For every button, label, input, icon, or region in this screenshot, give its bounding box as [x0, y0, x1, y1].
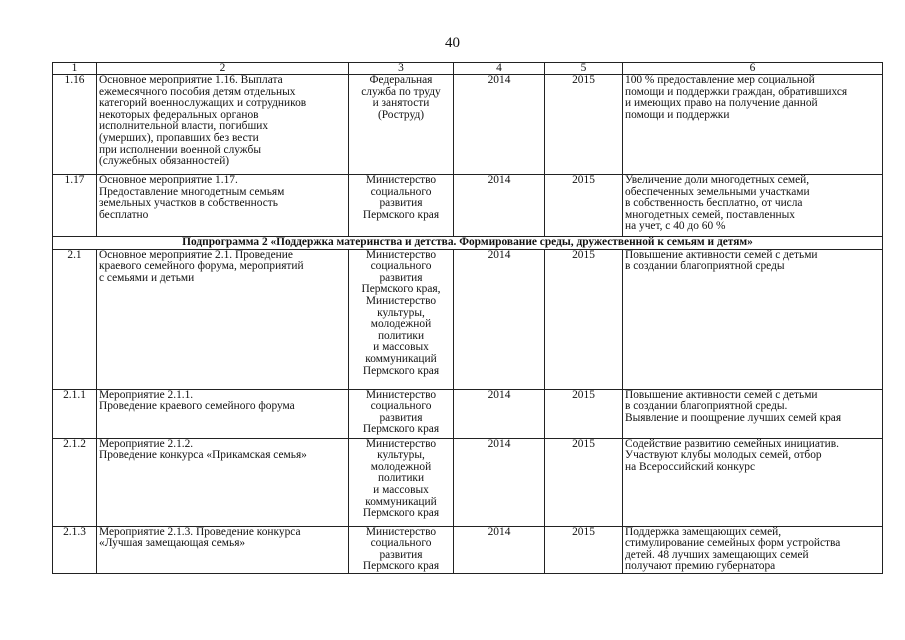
result-line: помощи и поддержки [625, 108, 730, 121]
executor-cell [349, 389, 454, 438]
event-line: Мероприятие 2.1.1. [99, 389, 194, 401]
header-cell-5: 5 [545, 63, 623, 75]
result-line: Увеличение доли многодетных семей, [625, 174, 810, 186]
executor-line: коммуникаций [365, 352, 437, 365]
event-line: с семьями и детьми [99, 271, 195, 284]
executor-line: культуры, [377, 306, 425, 319]
executor-line: Министерство [365, 249, 437, 261]
table-body [53, 63, 883, 574]
table-row [53, 438, 883, 526]
result-line: многодетных семей, поставленных [625, 208, 795, 221]
row-number: 1.16 [53, 75, 97, 175]
result-cell [623, 75, 883, 175]
event-line: земельных участков в собственность [99, 197, 278, 210]
event-line: некоторых федеральных органов [99, 108, 259, 121]
result-line: 100 % предоставление мер социальной [625, 74, 815, 86]
event-cell [97, 249, 349, 389]
event-line: Основное мероприятие 2.1. Проведение [99, 249, 293, 261]
executor-line: социального [370, 537, 432, 550]
table-row [53, 249, 883, 389]
event-line: Предоставление многодетным семьям [99, 185, 285, 198]
result-line: на учет, с 40 до 60 % [625, 220, 726, 233]
result-line: на Всероссийский конкурс [625, 460, 756, 473]
executor-line: молодежной [370, 460, 432, 473]
header-cell-4: 4 [454, 63, 545, 75]
event-line: при исполнении военной службы [99, 143, 261, 156]
end-year: 2015 [545, 75, 623, 175]
executor-line: Пермского края [362, 208, 440, 221]
executor-line: развития [379, 271, 423, 284]
executor-cell [349, 75, 454, 175]
row-number: 2.1 [53, 249, 97, 389]
end-year: 2015 [545, 438, 623, 526]
start-year: 2014 [454, 526, 545, 573]
event-line: Основное мероприятие 1.16. Выплата [99, 74, 283, 86]
result-line: Содействие развитию семейных инициатив. [625, 438, 839, 450]
row-number: 2.1.1 [53, 389, 97, 438]
header-cell-1: 1 [53, 63, 97, 75]
table-row [53, 389, 883, 438]
event-cell [97, 438, 349, 526]
event-line: Проведение конкурса «Прикамская семья» [99, 449, 307, 462]
table-row [53, 75, 883, 175]
result-cell [623, 526, 883, 573]
executor-line: и массовых [373, 341, 429, 354]
event-line: ежемесячного пособия детям отдельных [99, 85, 296, 98]
executor-line: Пермского края [362, 507, 440, 520]
executor-line: культуры, [377, 449, 425, 462]
row-number: 1.17 [53, 175, 97, 237]
executor-line: коммуникаций [365, 495, 437, 508]
event-line: исполнительной власти, погибших [99, 120, 269, 133]
executor-cell [349, 438, 454, 526]
executor-line: социального [370, 185, 432, 198]
executor-line: политики [377, 472, 425, 485]
executor-cell [349, 526, 454, 573]
event-cell [97, 175, 349, 237]
result-line: детей. 48 лучших замещающих семей [625, 548, 809, 561]
executor-line: Министерство [365, 174, 437, 186]
executor-line: Пермского края, [361, 283, 441, 296]
event-line: бесплатно [99, 208, 149, 221]
result-line: и имеющих право на получение данной [625, 97, 818, 110]
result-line: в собственность бесплатно, от числа [625, 197, 803, 210]
row-number: 2.1.2 [53, 438, 97, 526]
row-number: 2.1.3 [53, 526, 97, 573]
event-line: Основное мероприятие 1.17. [99, 174, 238, 186]
result-cell [623, 389, 883, 438]
start-year: 2014 [454, 389, 545, 438]
event-line: Мероприятие 2.1.2. [99, 438, 194, 450]
event-cell [97, 389, 349, 438]
table-row [53, 526, 883, 573]
event-line: (умерших), пропавших без вести [99, 131, 259, 144]
event-line: категорий военнослужащих и сотрудников [99, 97, 307, 110]
executor-line: и массовых [373, 483, 429, 496]
event-line: краевого семейного форума, мероприятий [99, 260, 304, 273]
executor-cell [349, 249, 454, 389]
result-line: помощи и поддержки граждан, обратившихся [625, 85, 848, 98]
header-cell-6: 6 [623, 63, 883, 75]
result-line: стимулирование семейных форм устройства [625, 537, 841, 550]
executor-line: развития [379, 197, 423, 210]
result-line: Участвуют клубы молодых семей, отбор [625, 449, 822, 462]
result-line: Повышение активности семей с детьми [625, 249, 818, 261]
header-row [53, 63, 883, 75]
executor-line: Пермского края [362, 364, 440, 377]
program-table [52, 62, 883, 574]
executor-line: социального [370, 260, 432, 273]
executor-line: Пермского края [362, 423, 440, 436]
header-cell-3: 3 [349, 63, 454, 75]
result-line: Выявление и поощрение лучших семей края [625, 411, 842, 424]
event-line: Мероприятие 2.1.3. Проведение конкурса [99, 526, 301, 538]
start-year: 2014 [454, 249, 545, 389]
result-line: Повышение активности семей с детьми [625, 389, 818, 401]
header-cell-2: 2 [97, 63, 349, 75]
result-line: получают премию губернатора [625, 560, 776, 573]
start-year: 2014 [454, 175, 545, 237]
result-line: в создании благоприятной среды. [625, 400, 788, 413]
executor-line: социального [370, 400, 432, 413]
result-cell [623, 175, 883, 237]
event-cell [97, 526, 349, 573]
end-year: 2015 [545, 249, 623, 389]
event-line: (служебных обязанностей) [99, 155, 230, 168]
event-cell [97, 75, 349, 175]
executor-line: развития [379, 411, 423, 424]
event-line: «Лучшая замещающая семья» [99, 537, 246, 550]
executor-line: служба по труду [361, 85, 441, 98]
executor-line: Министерство [365, 526, 437, 538]
table-row [53, 175, 883, 237]
end-year: 2015 [545, 526, 623, 573]
result-cell [623, 438, 883, 526]
end-year: 2015 [545, 389, 623, 438]
result-cell [623, 249, 883, 389]
subprogram-row [53, 237, 883, 250]
end-year: 2015 [545, 175, 623, 237]
executor-line: и занятости [372, 97, 430, 110]
executor-line: Пермского края [362, 560, 440, 573]
executor-line: развития [379, 548, 423, 561]
executor-line: Федеральная [369, 74, 433, 86]
result-line: Поддержка замещающих семей, [625, 526, 782, 538]
start-year: 2014 [454, 75, 545, 175]
executor-line: политики [377, 329, 425, 342]
executor-line: Министерство [365, 438, 437, 450]
executor-line: Министерство [365, 294, 437, 307]
page-number: 40 [445, 35, 460, 51]
executor-line: Министерство [365, 389, 437, 401]
executor-line: молодежной [370, 318, 432, 331]
subprogram-title: Подпрограмма 2 «Поддержка материнства и детства. Формирование среды, дружественной к семьям и детям» [53, 237, 883, 250]
executor-line: (Роструд) [377, 108, 425, 121]
result-line: обеспеченных земельными участками [625, 185, 810, 198]
result-line: в создании благоприятной среды [625, 260, 785, 273]
start-year: 2014 [454, 438, 545, 526]
event-line: Проведение краевого семейного форума [99, 400, 295, 413]
executor-cell [349, 175, 454, 237]
